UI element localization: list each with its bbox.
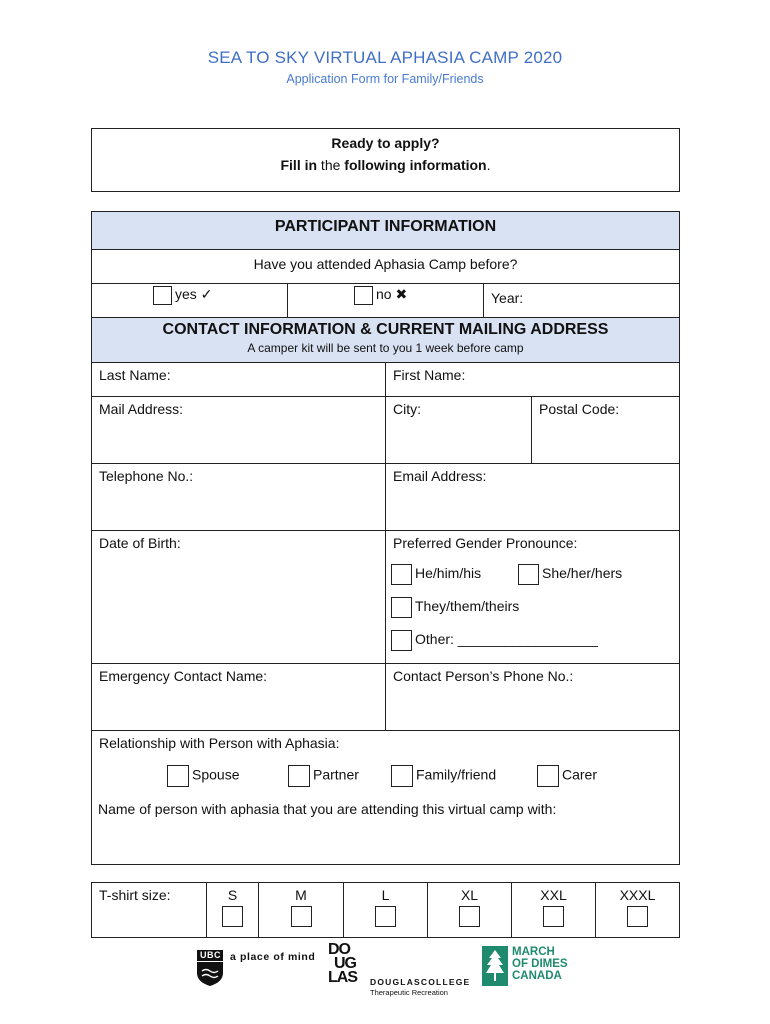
relationship-partner-checkbox[interactable]	[288, 765, 310, 787]
pronoun-label: Preferred Gender Pronounce:	[393, 535, 578, 551]
person-with-aphasia-label: Name of person with aphasia that you are attending this virtual camp with:	[98, 801, 557, 817]
contact-heading	[91, 317, 680, 363]
pronoun-he-checkbox[interactable]	[391, 564, 412, 585]
mail-address-label: Mail Address:	[99, 401, 184, 417]
attended-question: Have you attended Aphasia Camp before?	[91, 249, 680, 284]
tshirt-label-cell	[91, 882, 207, 938]
mail-address-field[interactable]	[91, 396, 386, 464]
pronoun-he-label: He/him/his	[415, 565, 482, 582]
attended-yes-label: yes ✓	[175, 286, 213, 303]
attended-no-option[interactable]	[354, 286, 407, 305]
form-subtitle: Application Form for Family/Friends	[286, 72, 484, 86]
relationship-spouse-checkbox[interactable]	[167, 765, 189, 787]
relationship-spouse-label: Spouse	[192, 766, 240, 783]
relationship-family-label: Family/friend	[416, 766, 497, 783]
tshirt-size-xxl-checkbox[interactable]	[543, 906, 564, 927]
email-label: Email Address:	[393, 468, 487, 484]
douglas-name: DOUGLASCOLLEGE	[370, 977, 471, 987]
tshirt-size-m[interactable]	[258, 882, 344, 938]
attended-no-checkbox[interactable]	[354, 286, 373, 305]
first-name-field[interactable]	[385, 362, 680, 397]
last-name-label: Last Name:	[99, 367, 171, 383]
tshirt-size-s-checkbox[interactable]	[222, 906, 243, 927]
ubc-logo	[196, 949, 316, 989]
pronoun-he-option[interactable]	[391, 564, 481, 585]
participant-heading: PARTICIPANT INFORMATION	[91, 211, 680, 250]
attended-yes-checkbox[interactable]	[153, 286, 172, 305]
tshirt-size-l-label: L	[381, 887, 390, 903]
intro-box	[91, 128, 680, 192]
douglas-mark: DO UG LAS	[328, 941, 357, 986]
postal-code-label: Postal Code:	[539, 401, 620, 417]
relationship-spouse-option[interactable]	[167, 765, 239, 787]
attended-yes-option[interactable]	[153, 286, 212, 305]
march-of-dimes-name: MARCH OF DIMES CANADA	[512, 946, 568, 982]
intro-line-2: Fill in the following information.	[280, 157, 491, 173]
postal-code-field[interactable]	[531, 396, 680, 464]
last-name-field[interactable]	[91, 362, 386, 397]
pronoun-other-checkbox[interactable]	[391, 630, 412, 651]
contact-phone-field[interactable]	[385, 663, 680, 731]
tshirt-size-m-label: M	[295, 887, 307, 903]
relationship-block	[91, 730, 680, 865]
email-field[interactable]	[385, 463, 680, 531]
tshirt-size-xxxl-checkbox[interactable]	[627, 906, 648, 927]
telephone-label: Telephone No.:	[99, 468, 194, 484]
douglas-sub: Therapeutic Recreation	[370, 988, 448, 997]
contact-heading-note: A camper kit will be sent to you 1 week before camp	[247, 341, 524, 355]
dob-field[interactable]	[91, 530, 386, 664]
relationship-carer-option[interactable]	[537, 765, 597, 787]
ubc-mark: UBC	[200, 950, 221, 960]
relationship-label: Relationship with Person with Aphasia:	[99, 735, 340, 751]
tshirt-size-m-checkbox[interactable]	[291, 906, 312, 927]
intro-line-1: Ready to apply?	[331, 135, 440, 151]
tshirt-size-l[interactable]	[343, 882, 428, 938]
relationship-partner-option[interactable]	[288, 765, 359, 787]
tshirt-size-s[interactable]	[206, 882, 259, 938]
relationship-carer-label: Carer	[562, 766, 598, 783]
ubc-tagline: a place of mind	[230, 951, 316, 963]
contact-phone-label: Contact Person’s Phone No.:	[393, 668, 574, 684]
tshirt-size-xxl-label: XXL	[540, 887, 567, 903]
emergency-name-label: Emergency Contact Name:	[99, 668, 268, 684]
telephone-field[interactable]	[91, 463, 386, 531]
tshirt-size-xxxl-label: XXXL	[619, 887, 656, 903]
dob-label: Date of Birth:	[99, 535, 181, 551]
tshirt-size-s-label: S	[227, 887, 238, 903]
year-cell[interactable]	[483, 283, 680, 318]
city-field[interactable]	[385, 396, 532, 464]
tshirt-size-xxxl[interactable]	[595, 882, 680, 938]
year-label: Year:	[491, 290, 524, 306]
form-title: SEA TO SKY VIRTUAL APHASIA CAMP 2020	[207, 48, 563, 67]
city-label: City:	[393, 401, 421, 417]
contact-heading-title: CONTACT INFORMATION & CURRENT MAILING ADDRESS	[162, 321, 609, 338]
tshirt-size-xl-checkbox[interactable]	[459, 906, 480, 927]
maple-leaf-tree-icon	[482, 946, 508, 986]
pronoun-she-label: She/her/hers	[542, 565, 623, 582]
tshirt-size-xl[interactable]	[427, 882, 512, 938]
first-name-label: First Name:	[393, 367, 466, 383]
tshirt-label: T-shirt size:	[99, 887, 171, 903]
pronoun-they-option[interactable]	[391, 597, 519, 618]
douglas-college-logo	[328, 941, 471, 998]
relationship-family-checkbox[interactable]	[391, 765, 413, 787]
pronoun-she-checkbox[interactable]	[518, 564, 539, 585]
pronoun-other-option[interactable]	[391, 630, 598, 651]
relationship-partner-label: Partner	[313, 766, 359, 783]
emergency-name-field[interactable]	[91, 663, 386, 731]
tshirt-size-xxl[interactable]	[511, 882, 596, 938]
march-of-dimes-logo	[482, 946, 592, 988]
pronoun-they-label: They/them/theirs	[415, 598, 520, 615]
relationship-family-option[interactable]	[391, 765, 496, 787]
attended-no-label: no ✖	[376, 286, 408, 303]
pronoun-other-label: Other: __________________	[415, 631, 598, 648]
tshirt-size-l-checkbox[interactable]	[375, 906, 396, 927]
pronoun-she-option[interactable]	[518, 564, 622, 585]
tshirt-size-xl-label: XL	[460, 887, 479, 903]
pronoun-they-checkbox[interactable]	[391, 597, 412, 618]
relationship-carer-checkbox[interactable]	[537, 765, 559, 787]
